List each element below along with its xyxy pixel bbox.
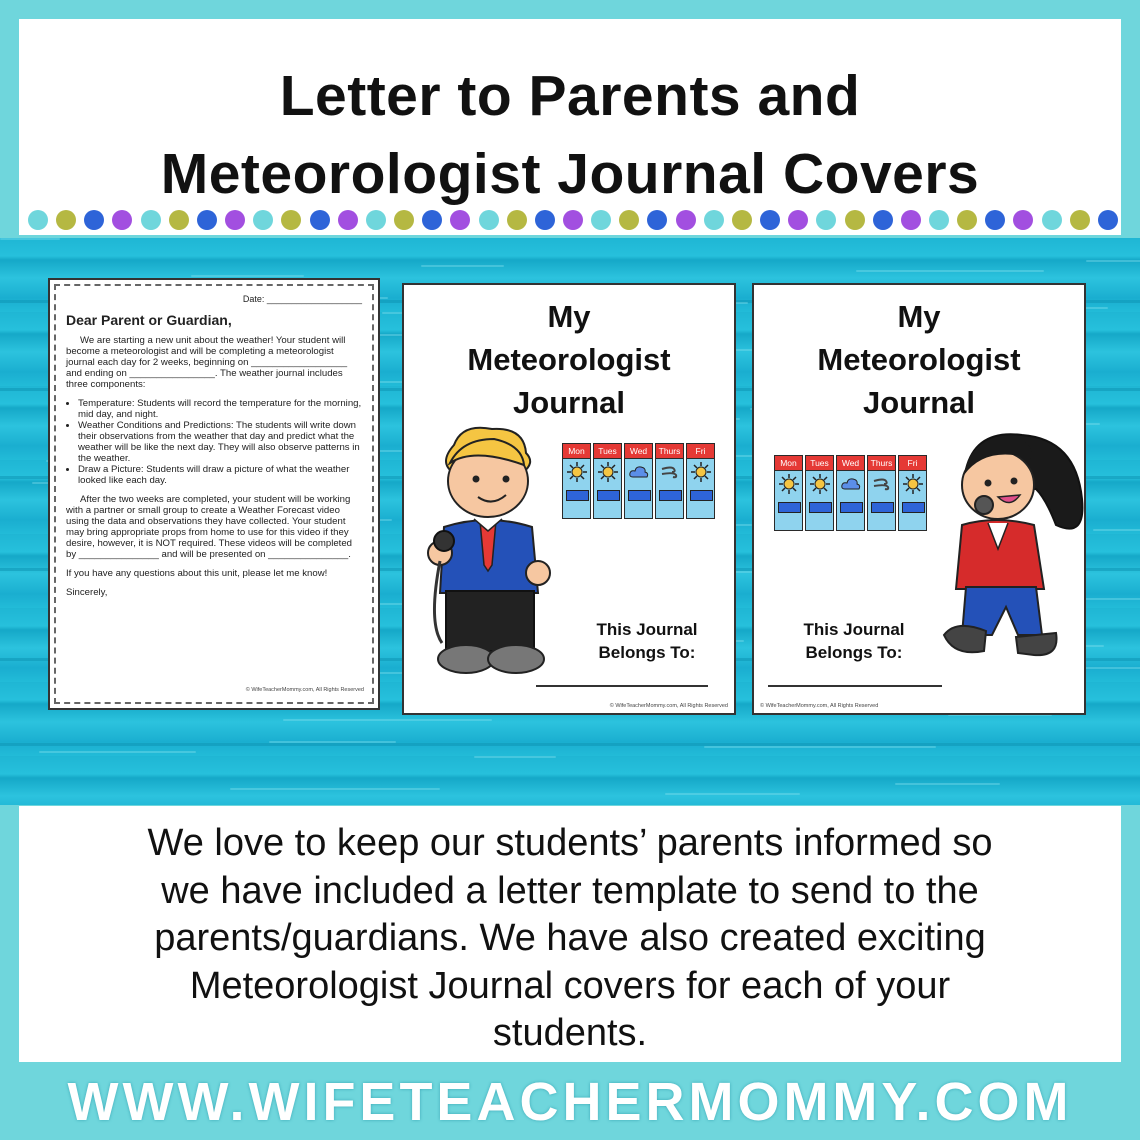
- belongs-line-2: Belongs To:: [598, 643, 696, 662]
- title-line-1: Letter to Parents and: [279, 64, 861, 128]
- header-panel: [19, 19, 1121, 235]
- decorative-dot: [197, 210, 217, 230]
- decorative-dot: [732, 210, 752, 230]
- decorative-dot: [929, 210, 949, 230]
- description-line-3: parents/guardians. We have also created exciting: [154, 917, 986, 959]
- cover-copyright: © WifeTeacherMommy.com, All Rights Reserved: [609, 703, 728, 709]
- decorative-dot: [479, 210, 499, 230]
- decorative-dot: [1042, 210, 1062, 230]
- decorative-dot: [1070, 210, 1090, 230]
- page-title: [19, 57, 1121, 213]
- letter-border: [54, 284, 374, 704]
- sun-icon: [567, 462, 587, 482]
- decorative-dot: [704, 210, 724, 230]
- wood-grain: [1086, 260, 1140, 262]
- belongs-line-1: This Journal: [803, 620, 905, 639]
- decorative-dot: [845, 210, 865, 230]
- letter-paragraph-1: We are starting a new unit about the weather! Your student will become a meteorologist and will be completing a meteorologist journal each day for 2 weeks, beginning on __________________ and ending on ________________. The weather journal includes three components:: [66, 335, 348, 390]
- cloud-icon: [629, 462, 649, 482]
- description-panel: [19, 806, 1121, 1062]
- date-field: Date: ___________________: [242, 294, 362, 304]
- decorative-dot: [281, 210, 301, 230]
- sun-icon: [691, 462, 711, 482]
- weather-week-chart: [774, 455, 927, 531]
- wood-grain: [895, 783, 1000, 785]
- decorative-dot: [985, 210, 1005, 230]
- cover-copyright: © WifeTeacherMommy.com, All Rights Reserved: [760, 703, 879, 709]
- decorative-dot: [225, 210, 245, 230]
- day-label: Tues: [594, 444, 621, 459]
- wood-grain: [421, 265, 504, 267]
- day-card: [898, 455, 927, 531]
- day-label: Mon: [775, 456, 802, 471]
- description-line-2: we have included a letter template to send to the: [161, 869, 979, 912]
- cover-title-my: My: [547, 299, 591, 334]
- belongs-label: [764, 618, 944, 664]
- cover-title-journal: Journal: [513, 385, 625, 420]
- cover-title: [404, 295, 734, 424]
- decorative-dot: [647, 210, 667, 230]
- decorative-dot: [1013, 210, 1033, 230]
- description-line-5: students.: [492, 1012, 648, 1054]
- wood-grain: [230, 788, 440, 790]
- list-item: • Draw a Picture: Students will draw a picture of what the weather looked like each day.: [78, 464, 362, 486]
- decorative-dot: [901, 210, 921, 230]
- day-label: Thurs: [868, 456, 895, 471]
- wood-grain: [1093, 529, 1140, 531]
- day-card: [805, 455, 834, 531]
- decorative-dot: [169, 210, 189, 230]
- decorative-dot: [760, 210, 780, 230]
- wood-grain: [704, 746, 936, 748]
- title-line-2: Meteorologist Journal Covers: [160, 142, 980, 206]
- letter-paragraph-2: After the two weeks are completed, your student will be working with a partner or small group to create a Weather Forecast video using the data and observations they have collected. Your student may bring appropriate props from home to use for this video if they desire, however, it is NOT required. These videos will be completed by _______________ and will be presented on _______________.: [66, 494, 352, 560]
- description-text: [19, 820, 1121, 1058]
- wind-icon: [660, 462, 680, 482]
- list-item: • Weather Conditions and Predictions: The students will write down their observations from the weather that day and predict what the weather will be like the next day. They will also observe patterns in the weather.: [78, 420, 362, 464]
- wood-grain: [856, 270, 1044, 272]
- name-line: [768, 685, 942, 687]
- wood-grain: [0, 238, 60, 240]
- cover-title: [754, 295, 1084, 424]
- wood-grain: [39, 751, 196, 753]
- decorative-dot: [788, 210, 808, 230]
- decorative-dot: [422, 210, 442, 230]
- description-line-4: Meteorologist Journal covers for each of your: [189, 964, 951, 1007]
- decorative-dot: [310, 210, 330, 230]
- decorative-dot: [56, 210, 76, 230]
- wood-grain: [269, 741, 396, 743]
- decorative-dot: [591, 210, 611, 230]
- decorative-dot: [28, 210, 48, 230]
- wood-grain: [474, 756, 556, 758]
- day-label: Fri: [899, 456, 926, 471]
- decorative-dot: [535, 210, 555, 230]
- decorative-dot: [507, 210, 527, 230]
- name-line: [536, 685, 708, 687]
- decorative-dot: [563, 210, 583, 230]
- decorative-dot: [338, 210, 358, 230]
- website-url: WWW.WIFETEACHERMOMMY.COM: [67, 1072, 1073, 1132]
- decorative-dot: [1098, 210, 1118, 230]
- decorative-dot: [141, 210, 161, 230]
- girl-reporter-illustration: [926, 429, 1086, 669]
- decorative-dot: [253, 210, 273, 230]
- letter-closing: Sincerely,: [66, 587, 108, 598]
- decorative-dot: [873, 210, 893, 230]
- day-label: Thurs: [656, 444, 683, 459]
- decorative-dot: [84, 210, 104, 230]
- day-label: Fri: [687, 444, 714, 459]
- sun-icon: [810, 474, 830, 494]
- day-card: [867, 455, 896, 531]
- letter-greeting: Dear Parent or Guardian,: [66, 312, 232, 328]
- parent-letter-page: [48, 278, 380, 710]
- decorative-dot: [366, 210, 386, 230]
- day-card: [562, 443, 591, 519]
- belongs-label: [554, 618, 740, 664]
- day-label: Tues: [806, 456, 833, 471]
- decorative-dot: [112, 210, 132, 230]
- sun-icon: [598, 462, 618, 482]
- day-card: [774, 455, 803, 531]
- belongs-line-1: This Journal: [596, 620, 698, 639]
- decorative-dot: [450, 210, 470, 230]
- decorative-dot: [619, 210, 639, 230]
- cover-title-meteorologist: Meteorologist: [817, 342, 1021, 377]
- description-line-1: We love to keep our students’ parents informed so: [147, 822, 993, 864]
- wind-icon: [872, 474, 892, 494]
- cloud-icon: [841, 474, 861, 494]
- plank-seam: [0, 743, 1140, 746]
- wood-grain: [665, 793, 800, 795]
- letter-components-list: [66, 398, 362, 486]
- day-card: [655, 443, 684, 519]
- journal-cover-boy: [402, 283, 736, 715]
- sun-icon: [779, 474, 799, 494]
- wood-grain: [283, 719, 492, 721]
- boy-reporter-illustration: [414, 423, 554, 681]
- day-card: [624, 443, 653, 519]
- day-label: Wed: [837, 456, 864, 471]
- cover-title-my: My: [897, 299, 941, 334]
- journal-cover-girl: [752, 283, 1086, 715]
- dot-divider: [28, 210, 1118, 232]
- cover-title-journal: Journal: [863, 385, 975, 420]
- belongs-line-2: Belongs To:: [805, 643, 903, 662]
- sun-icon: [903, 474, 923, 494]
- day-label: Mon: [563, 444, 590, 459]
- day-label: Wed: [625, 444, 652, 459]
- list-item: • Temperature: Students will record the temperature for the morning, mid day, and night.: [78, 398, 362, 420]
- day-card: [593, 443, 622, 519]
- decorative-dot: [957, 210, 977, 230]
- letter-paragraph-3: If you have any questions about this unit, please let me know!: [66, 568, 328, 579]
- decorative-dot: [394, 210, 414, 230]
- decorative-dot: [676, 210, 696, 230]
- day-card: [686, 443, 715, 519]
- cover-title-meteorologist: Meteorologist: [467, 342, 671, 377]
- wood-grain: [191, 275, 304, 277]
- letter-copyright: © WifeTeacherMommy.com, All Rights Reserved: [245, 687, 364, 693]
- weather-week-chart: [562, 443, 715, 519]
- decorative-dot: [816, 210, 836, 230]
- day-card: [836, 455, 865, 531]
